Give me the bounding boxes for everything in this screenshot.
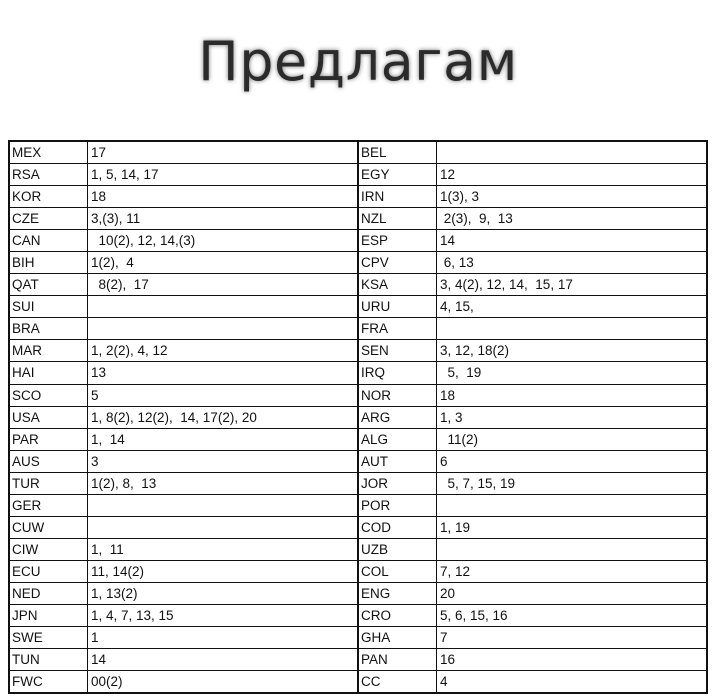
sticker-numbers-cell: 1, 19 (440, 519, 471, 535)
sticker-numbers-cell: 1, 14 (91, 431, 125, 447)
sticker-numbers-cell: 18 (91, 189, 107, 205)
team-code-cell: CC (359, 671, 437, 692)
table-row (359, 407, 706, 429)
sticker-numbers-cell (437, 318, 706, 339)
team-code-cell: KSA (359, 274, 437, 295)
team-code-cell: FRA (359, 318, 437, 339)
table-row (10, 517, 357, 539)
sticker-numbers-cell: 6, 13 (440, 255, 474, 271)
sticker-numbers-cell: 17 (91, 145, 107, 160)
team-code-cell: SUI (10, 296, 88, 317)
team-code-cell: PAN (359, 649, 437, 670)
table-row (10, 583, 357, 605)
sticker-numbers-cell: 14 (91, 652, 107, 668)
table-row (10, 296, 357, 318)
team-code-cell: MAR (10, 340, 88, 361)
sticker-numbers-cell: 14 (440, 233, 456, 249)
table-row (359, 296, 706, 318)
team-code-cell: ARG (359, 407, 437, 428)
table-row (359, 429, 706, 451)
sticker-numbers-cell: 1, 4, 7, 13, 15 (91, 607, 174, 623)
team-code-cell: JPN (10, 605, 88, 626)
sticker-numbers-cell: 00(2) (91, 674, 123, 690)
team-code-cell: POR (359, 495, 437, 516)
table-row (359, 539, 706, 561)
team-code-cell: SWE (10, 627, 88, 648)
table-row (10, 671, 357, 692)
table-row (10, 539, 357, 561)
team-code-cell: NOR (359, 385, 437, 406)
sticker-numbers-cell: 13 (91, 365, 107, 381)
table-row (359, 495, 706, 517)
table-row (10, 142, 357, 164)
team-code-cell: CIW (10, 539, 88, 560)
sticker-numbers-cell: 5, 7, 15, 19 (440, 475, 516, 491)
table-row (10, 605, 357, 627)
team-code-cell: JOR (359, 473, 437, 494)
team-code-cell: ENG (359, 583, 437, 604)
team-code-cell: BIH (10, 252, 88, 273)
team-code-cell: KOR (10, 186, 88, 207)
table-row (10, 252, 357, 274)
table-row (359, 605, 706, 627)
table-row (359, 208, 706, 230)
table-row (359, 164, 706, 186)
team-code-cell: CZE (10, 208, 88, 229)
sticker-numbers-cell: 3 (91, 453, 99, 469)
sticker-numbers-cell: 3,(3), 11 (91, 211, 141, 227)
team-code-cell: ESP (359, 230, 437, 251)
team-code-cell: ALG (359, 429, 437, 450)
table-row (10, 407, 357, 429)
table-row (10, 627, 357, 649)
sticker-numbers-cell (437, 142, 706, 163)
sticker-numbers-cell (88, 517, 357, 538)
table-row (10, 473, 357, 495)
team-code-cell: BRA (10, 318, 88, 339)
table-row (10, 429, 357, 451)
page-title: Предлагам (198, 30, 518, 93)
team-code-cell: COD (359, 517, 437, 538)
table-row (10, 208, 357, 230)
sticker-numbers-cell: 12 (440, 167, 456, 183)
team-code-cell: QAT (10, 274, 88, 295)
table-row (10, 230, 357, 252)
table-row (10, 274, 357, 296)
team-code-cell: USA (10, 407, 88, 428)
team-code-cell: NED (10, 583, 88, 604)
sticker-numbers-cell: 5 (91, 387, 99, 403)
table-row (359, 274, 706, 296)
sticker-numbers-cell: 1, 8(2), 12(2), 14, 17(2), 20 (91, 409, 257, 425)
sticker-numbers-cell: 4, 15, (440, 299, 474, 315)
sticker-numbers-cell (437, 539, 706, 560)
team-code-cell: ECU (10, 561, 88, 582)
team-code-cell: BEL (359, 142, 437, 163)
table-row (10, 385, 357, 407)
team-code-cell: AUS (10, 451, 88, 472)
sticker-numbers-cell: 3, 4(2), 12, 14, 15, 17 (440, 277, 573, 293)
team-code-cell: RSA (10, 164, 88, 185)
team-code-cell: HAI (10, 362, 88, 383)
table-left-column (10, 142, 357, 692)
sticker-numbers-cell: 16 (440, 652, 456, 668)
table-row (10, 362, 357, 384)
sticker-numbers-cell: 5, 6, 15, 16 (440, 607, 508, 623)
sticker-numbers-cell: 11, 14(2) (91, 563, 145, 579)
table-row (10, 318, 357, 340)
sticker-numbers-cell: 4 (440, 674, 448, 690)
team-code-cell: IRN (359, 186, 437, 207)
sticker-numbers-cell (88, 318, 357, 339)
table-row (10, 340, 357, 362)
sticker-numbers-cell: 1 (91, 630, 99, 646)
sticker-numbers-cell: 3, 12, 18(2) (440, 343, 510, 359)
table-row (359, 517, 706, 539)
sticker-numbers-cell: 10(2), 12, 14,(3) (91, 233, 196, 249)
team-code-cell: SCO (10, 385, 88, 406)
sticker-numbers-cell: 7 (440, 630, 448, 646)
table-row (359, 252, 706, 274)
table-right-column (357, 142, 706, 692)
table-row (10, 561, 357, 583)
team-code-cell: COL (359, 561, 437, 582)
sticker-numbers-cell: 8(2), 17 (91, 277, 149, 293)
team-code-cell: AUT (359, 451, 437, 472)
table-row (359, 142, 706, 164)
sticker-numbers-cell (88, 296, 357, 317)
table-row (359, 186, 706, 208)
sticker-numbers-cell: 7, 12 (440, 563, 471, 579)
table-row (10, 649, 357, 671)
sticker-numbers-cell: 1, 2(2), 4, 12 (91, 343, 168, 359)
sticker-numbers-cell (437, 495, 706, 516)
table-row (10, 186, 357, 208)
table-row (359, 340, 706, 362)
sticker-numbers-cell: 1, 13(2) (91, 585, 138, 601)
table-row (359, 451, 706, 473)
sticker-numbers-cell (88, 495, 357, 516)
team-code-cell: NZL (359, 208, 437, 229)
table-row (359, 318, 706, 340)
table-row (359, 230, 706, 252)
table-row (359, 649, 706, 671)
team-code-cell: PAR (10, 429, 88, 450)
sticker-numbers-cell: 1(2), 8, 13 (91, 475, 157, 491)
table-row (359, 362, 706, 384)
sticker-numbers-cell: 1, 3 (440, 409, 463, 425)
sticker-numbers-cell: 6 (440, 453, 448, 469)
table-row (359, 473, 706, 495)
table-row (359, 627, 706, 649)
team-code-cell: EGY (359, 164, 437, 185)
table-row (10, 164, 357, 186)
team-code-cell: TUN (10, 649, 88, 670)
team-code-cell: URU (359, 296, 437, 317)
team-code-cell: TUR (10, 473, 88, 494)
sticker-numbers-cell: 11(2) (440, 431, 479, 447)
team-code-cell: IRQ (359, 362, 437, 383)
team-code-cell: GER (10, 495, 88, 516)
sticker-numbers-cell: 20 (440, 585, 456, 601)
team-code-cell: CUW (10, 517, 88, 538)
team-code-cell: UZB (359, 539, 437, 560)
sticker-numbers-cell: 5, 19 (440, 365, 482, 381)
team-code-cell: CRO (359, 605, 437, 626)
team-code-cell: CAN (10, 230, 88, 251)
table-row (359, 583, 706, 605)
team-code-cell: CPV (359, 252, 437, 273)
table-row (359, 385, 706, 407)
sticker-numbers-cell: 1, 5, 14, 17 (91, 167, 159, 183)
sticker-numbers-cell: 1(2), 4 (91, 255, 134, 271)
table-row (10, 451, 357, 473)
table-row (359, 671, 706, 692)
sticker-numbers-cell: 18 (440, 387, 456, 403)
team-code-cell: GHA (359, 627, 437, 648)
team-code-cell: FWC (10, 671, 88, 692)
sticker-numbers-cell: 1, 11 (91, 541, 124, 557)
sticker-numbers-cell: 1(3), 3 (440, 189, 480, 205)
sticker-table (8, 140, 708, 694)
team-code-cell: SEN (359, 340, 437, 361)
table-row (359, 561, 706, 583)
sticker-numbers-cell: 2(3), 9, 13 (440, 211, 513, 227)
table-row (10, 495, 357, 517)
team-code-cell: MEX (10, 142, 88, 163)
